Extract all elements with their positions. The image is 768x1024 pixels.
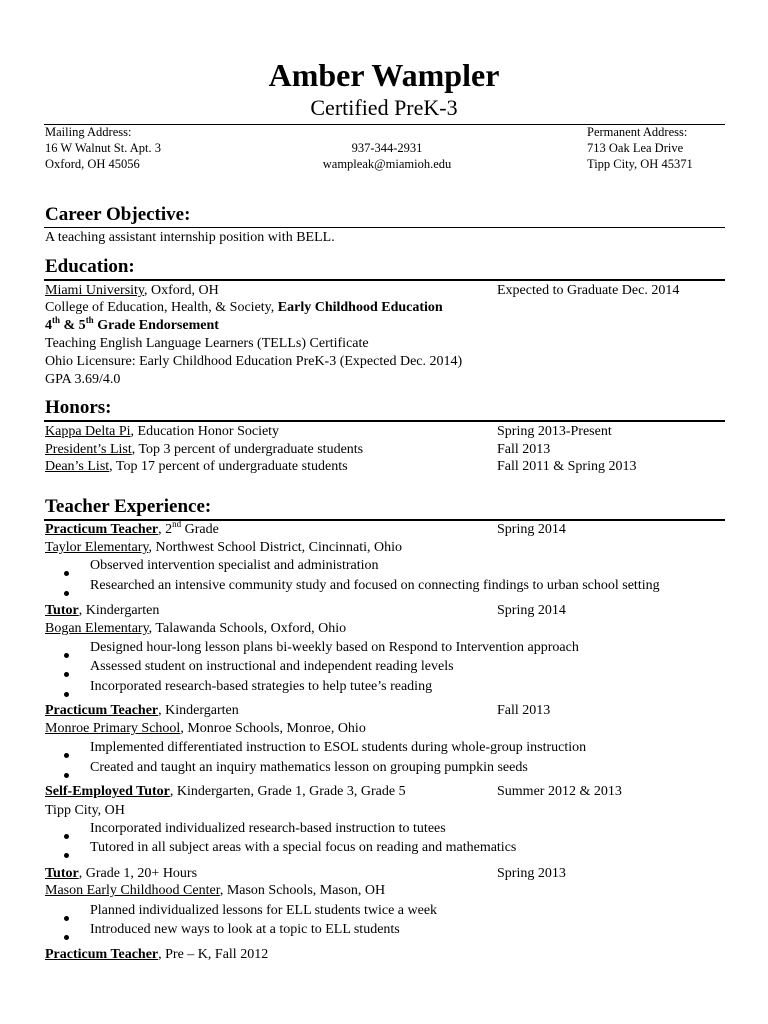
job-date: Spring 2013 bbox=[497, 866, 566, 881]
bullet-icon bbox=[64, 745, 69, 763]
job-bullet: Created and taught an inquiry mathematics lesson on grouping pumpkin seeds bbox=[90, 760, 528, 775]
job-role: Practicum Teacher bbox=[45, 703, 159, 718]
bullet-icon bbox=[64, 908, 69, 926]
honors-heading: Honors: bbox=[45, 397, 112, 418]
college-name: College of Education, Health, & Society, bbox=[45, 300, 278, 315]
honor-item: Kappa Delta Pi, Education Honor Society bbox=[45, 424, 280, 439]
grade-endorsement: 4th & 5th Grade Endorsement bbox=[45, 315, 219, 333]
job-date: Spring 2014 bbox=[497, 522, 566, 537]
honor-date: Fall 2011 & Spring 2013 bbox=[497, 459, 637, 474]
mailing-address-label: Mailing Address: bbox=[45, 125, 132, 139]
bullet-icon bbox=[64, 927, 69, 945]
job-place: Tipp City, OH bbox=[45, 803, 125, 818]
honor-item: Dean’s List, Top 17 percent of undergraduate students bbox=[45, 459, 348, 474]
education-school-line bbox=[45, 282, 219, 299]
honors-divider bbox=[44, 420, 725, 422]
job-bullet: Incorporated research-based strategies to help tutee’s reading bbox=[90, 679, 433, 694]
graduation-date: Expected to Graduate Dec. 2014 bbox=[497, 283, 680, 298]
job-place: Mason Early Childhood Center, Mason Schools, Mason, OH bbox=[45, 883, 386, 898]
job-role: Practicum Teacher bbox=[45, 947, 159, 962]
job-place: Bogan Elementary, Talawanda Schools, Oxford, Ohio bbox=[45, 621, 347, 636]
objective-divider bbox=[44, 227, 725, 228]
honor-date: Fall 2013 bbox=[497, 442, 551, 457]
job-bullet: Assessed student on instructional and independent reading levels bbox=[90, 659, 454, 674]
bullet-icon bbox=[64, 826, 69, 844]
major: Early Childhood Education bbox=[277, 300, 443, 315]
permanent-address-line2: Tipp City, OH 45371 bbox=[587, 157, 693, 171]
job-bullet: Observed intervention specialist and administration bbox=[90, 558, 379, 573]
mailing-address-line1: 16 W Walnut St. Apt. 3 bbox=[45, 141, 162, 155]
mailing-address-line2: Oxford, OH 45056 bbox=[45, 157, 140, 171]
job-bullet: Researched an intensive community study and focused on connecting findings to urban school setting bbox=[90, 578, 660, 593]
bullet-icon bbox=[64, 563, 69, 581]
job-title-line: Practicum Teacher, 2nd Grade bbox=[45, 519, 219, 537]
job-bullet: Planned individualized lessons for ELL students twice a week bbox=[90, 903, 438, 918]
career-objective-text: A teaching assistant internship position with BELL. bbox=[45, 230, 335, 245]
bullet-icon bbox=[64, 684, 69, 702]
email-address: wampleak@miamioh.edu bbox=[322, 157, 452, 171]
education-divider bbox=[44, 279, 725, 281]
applicant-title: Certified PreK-3 bbox=[310, 95, 458, 120]
permanent-address-label: Permanent Address: bbox=[587, 125, 688, 139]
job-bullet: Incorporated individualized research-based instruction to tutees bbox=[90, 821, 446, 836]
job-date: Spring 2014 bbox=[497, 603, 566, 618]
bullet-icon bbox=[64, 664, 69, 682]
job-date: Summer 2012 & 2013 bbox=[497, 784, 622, 799]
job-title-line: Tutor, Grade 1, 20+ Hours bbox=[45, 866, 198, 881]
job-bullet: Implemented differentiated instruction to ESOL students during whole-group instruction bbox=[90, 740, 587, 755]
job-bullet: Tutored in all subject areas with a special focus on reading and mathematics bbox=[90, 840, 517, 855]
school-location: , Oxford, OH bbox=[144, 283, 219, 298]
ohio-licensure: Ohio Licensure: Early Childhood Education PreK-3 (Expected Dec. 2014) bbox=[45, 354, 463, 369]
job-bullet: Designed hour-long lesson plans bi-weekly based on Respond to Intervention approach bbox=[90, 640, 579, 655]
applicant-name: Amber Wampler bbox=[268, 57, 500, 93]
job-place: Taylor Elementary, Northwest School District, Cincinnati, Ohio bbox=[45, 540, 402, 555]
bullet-icon bbox=[64, 765, 69, 783]
teacher-experience-heading: Teacher Experience: bbox=[45, 496, 212, 517]
job-title-line: Self-Employed Tutor, Kindergarten, Grade 1, Grade 3, Grade 5 bbox=[45, 784, 406, 799]
bullet-icon bbox=[64, 845, 69, 863]
tells-certificate: Teaching English Language Learners (TELLs) Certificate bbox=[45, 336, 369, 351]
job-role: Tutor bbox=[45, 603, 79, 618]
education-heading: Education: bbox=[45, 256, 135, 277]
phone-number: 937-344-2931 bbox=[351, 141, 423, 155]
job-place: Monroe Primary School, Monroe Schools, Monroe, Ohio bbox=[45, 721, 366, 736]
bullet-icon bbox=[64, 645, 69, 663]
job-bullet: Introduced new ways to look at a topic to ELL students bbox=[90, 922, 400, 937]
job-date: Fall 2013 bbox=[497, 703, 551, 718]
job-title-line: Tutor, Kindergarten bbox=[45, 603, 160, 618]
job-role: Practicum Teacher bbox=[45, 522, 159, 537]
education-college-line bbox=[45, 299, 443, 316]
career-objective-heading: Career Objective: bbox=[45, 204, 191, 225]
honor-item: President’s List, Top 3 percent of undergraduate students bbox=[45, 442, 364, 457]
job-title-line: Practicum Teacher, Kindergarten bbox=[45, 703, 239, 718]
honor-date: Spring 2013-Present bbox=[497, 424, 612, 439]
school-name: Miami University bbox=[45, 283, 145, 298]
permanent-address-line1: 713 Oak Lea Drive bbox=[587, 141, 684, 155]
job-role: Tutor bbox=[45, 866, 79, 881]
job-role: Self-Employed Tutor bbox=[45, 784, 170, 799]
job-title-line: Practicum Teacher, Pre – K, Fall 2012 bbox=[45, 947, 269, 962]
bullet-icon bbox=[64, 583, 69, 601]
gpa: GPA 3.69/4.0 bbox=[45, 372, 121, 387]
